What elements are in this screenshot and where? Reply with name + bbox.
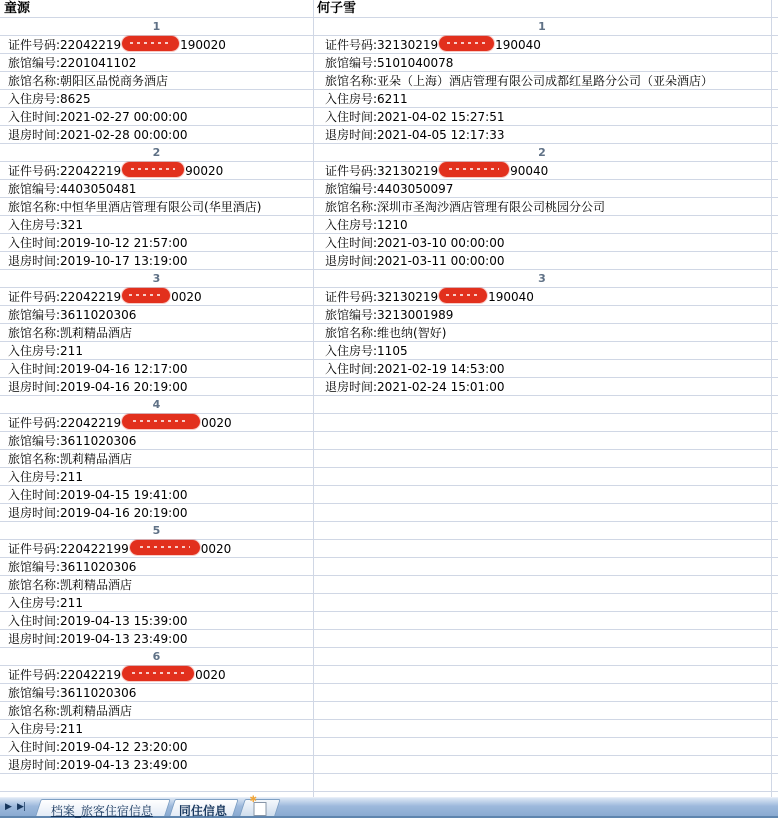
cell-checkout-time[interactable]	[0, 378, 313, 396]
cell-id-number[interactable]	[0, 540, 313, 558]
field-label: 旅馆名称:	[8, 326, 61, 340]
record-number[interactable]: 1	[538, 20, 546, 33]
cell-id-number[interactable]	[313, 36, 771, 54]
person-name-cell[interactable]: 童源	[4, 1, 31, 16]
field-label: 旅馆编号:	[325, 56, 378, 70]
record-number[interactable]: 1	[152, 20, 161, 33]
cell-room-number[interactable]	[0, 90, 313, 108]
field-label: 旅馆名称:	[8, 578, 61, 592]
field-label: 退房时间:	[8, 632, 61, 646]
cell-checkout-time[interactable]	[0, 756, 313, 774]
field-label: 入住时间:	[8, 236, 61, 250]
stay-record	[0, 144, 313, 270]
record-number[interactable]: 3	[538, 272, 546, 285]
field-value: 8625	[60, 92, 91, 106]
field-value: 321	[60, 218, 83, 232]
field-value: 3611020306	[60, 560, 137, 574]
id-suffix: 0020	[200, 542, 232, 556]
tab-cohabitation-info[interactable]	[169, 799, 239, 816]
cell-id-number[interactable]	[0, 288, 313, 306]
cell-checkin-time[interactable]	[0, 234, 313, 252]
id-prefix: 22042219	[60, 164, 122, 178]
field-value: 2019-04-16 12:17:00	[60, 362, 188, 376]
cell-checkout-time[interactable]	[0, 126, 313, 144]
right-person-column	[313, 0, 771, 797]
field-label: 旅馆编号:	[8, 560, 61, 574]
field-label: 旅馆名称:	[8, 200, 61, 214]
redaction-mark	[122, 288, 170, 303]
field-value: 211	[60, 596, 83, 610]
stay-record	[313, 18, 771, 144]
field-value: 2201041102	[60, 56, 137, 70]
redaction-mark	[130, 540, 200, 555]
cell-checkin-time[interactable]	[0, 108, 313, 126]
field-label: 入住时间:	[325, 110, 378, 124]
cell-checkin-time[interactable]	[313, 360, 771, 378]
id-prefix: 22042219	[60, 290, 122, 304]
redaction-mark	[122, 162, 184, 177]
cell-checkout-time[interactable]	[0, 504, 313, 522]
redaction-mark	[122, 666, 194, 681]
cell-checkin-time[interactable]	[0, 486, 313, 504]
id-suffix: 0020	[171, 290, 202, 304]
field-value: 4403050481	[60, 182, 137, 196]
field-value: 中恒华里酒店管理有限公司(华里酒店)	[60, 200, 262, 214]
cell-id-number[interactable]	[0, 36, 313, 54]
column-gridline	[771, 0, 772, 797]
field-label: 证件号码:	[325, 38, 378, 52]
field-label: 退房时间:	[8, 758, 61, 772]
field-label: 退房时间:	[325, 254, 378, 268]
field-value: 2019-04-16 20:19:00	[60, 506, 188, 520]
field-label: 旅馆编号:	[325, 182, 378, 196]
field-value: 4403050097	[377, 182, 454, 196]
cell-hotel-name[interactable]	[0, 576, 313, 594]
star-icon: ✱	[249, 795, 257, 805]
cell-checkin-time[interactable]	[0, 612, 313, 630]
record-number[interactable]: 6	[152, 650, 161, 663]
field-label: 入住时间:	[325, 236, 378, 250]
field-label: 旅馆名称:	[8, 74, 61, 88]
field-value: 2019-10-17 13:19:00	[60, 254, 188, 268]
id-suffix: 190040	[495, 38, 541, 52]
id-suffix: 0020	[201, 416, 232, 430]
cell-hotel-name[interactable]	[313, 72, 771, 90]
field-value: 深圳市圣淘沙酒店管理有限公司桃园分公司	[377, 200, 606, 214]
cell-id-number[interactable]	[0, 414, 313, 432]
cell-hotel-code[interactable]	[313, 54, 771, 72]
cell-id-number[interactable]	[313, 288, 771, 306]
cell-room-number[interactable]	[313, 90, 771, 108]
cell-id-number[interactable]	[0, 162, 313, 180]
cell-hotel-code[interactable]	[313, 180, 771, 198]
redaction-mark	[439, 288, 487, 303]
cell-room-number[interactable]	[0, 594, 313, 612]
field-value: 211	[60, 344, 83, 358]
next-sheet-arrow-icon[interactable]: ▶	[5, 802, 12, 812]
field-label: 证件号码:	[8, 164, 61, 178]
cell-room-number[interactable]	[0, 720, 313, 738]
cell-hotel-code[interactable]	[0, 432, 313, 450]
id-prefix: 22042219	[60, 416, 122, 430]
tab-label: 同住信息	[178, 804, 227, 818]
cell-id-number[interactable]	[313, 162, 771, 180]
field-label: 证件号码:	[325, 290, 378, 304]
id-suffix: 90020	[185, 164, 224, 178]
field-value: 3611020306	[60, 308, 137, 322]
field-label: 入住时间:	[8, 488, 61, 502]
cell-hotel-code[interactable]	[0, 180, 313, 198]
field-label: 旅馆编号:	[8, 434, 61, 448]
cell-hotel-code[interactable]	[313, 306, 771, 324]
field-label: 旅馆编号:	[325, 308, 378, 322]
field-value: 6211	[377, 92, 408, 106]
cell-checkout-time[interactable]	[313, 126, 771, 144]
id-prefix: 32130219	[377, 290, 439, 304]
cell-hotel-code[interactable]	[0, 558, 313, 576]
field-value: 2021-02-19 14:53:00	[377, 362, 505, 376]
record-number[interactable]: 4	[152, 398, 161, 411]
field-label: 证件号码:	[8, 416, 61, 430]
person-name-cell[interactable]: 何子雪	[317, 1, 357, 16]
field-value: 5101040078	[377, 56, 454, 70]
redaction-mark	[122, 36, 179, 51]
field-value: 3611020306	[60, 686, 137, 700]
id-prefix: 22042219	[60, 38, 122, 52]
cell-checkout-time[interactable]	[0, 630, 313, 648]
tab-archive-guest-stay-info[interactable]	[35, 799, 171, 816]
field-label: 入住房号:	[8, 596, 61, 610]
cell-room-number[interactable]	[0, 468, 313, 486]
id-prefix: 32130219	[377, 164, 439, 178]
field-label: 旅馆名称:	[8, 704, 61, 718]
cell-id-number[interactable]	[0, 666, 313, 684]
id-prefix: 32130219	[377, 38, 439, 52]
field-value: 凯莉精品酒店	[60, 578, 133, 592]
field-label: 证件号码:	[8, 290, 61, 304]
record-number[interactable]: 5	[152, 524, 161, 537]
field-value: 凯莉精品酒店	[60, 326, 133, 340]
cell-checkin-time[interactable]	[313, 234, 771, 252]
id-prefix: 220422199	[60, 542, 129, 556]
id-suffix: 190020	[180, 38, 226, 52]
field-value: 2021-03-11 00:00:00	[377, 254, 505, 268]
cell-hotel-code[interactable]	[0, 306, 313, 324]
cell-checkin-time[interactable]	[0, 360, 313, 378]
record-number[interactable]: 2	[538, 146, 546, 159]
field-value: 2019-10-12 21:57:00	[60, 236, 188, 250]
field-label: 入住时间:	[325, 362, 378, 376]
field-label: 旅馆编号:	[8, 308, 61, 322]
tab-label: 档案_旅客住宿信息	[50, 804, 153, 818]
cell-hotel-code[interactable]	[0, 684, 313, 702]
field-value: 朝阳区品悦商务酒店	[60, 74, 169, 88]
field-label: 旅馆编号:	[8, 686, 61, 700]
cell-room-number[interactable]	[0, 216, 313, 234]
field-value: 凯莉精品酒店	[60, 452, 133, 466]
cell-hotel-name[interactable]	[0, 702, 313, 720]
field-value: 2021-04-02 15:27:51	[377, 110, 505, 124]
sheet-tab-bar	[0, 797, 778, 818]
stay-record	[0, 18, 313, 144]
field-label: 入住房号:	[325, 218, 378, 232]
field-label: 入住房号:	[8, 218, 61, 232]
cell-hotel-name[interactable]	[0, 324, 313, 342]
field-label: 旅馆名称:	[325, 200, 378, 214]
id-prefix: 22042219	[60, 668, 122, 682]
cell-hotel-name[interactable]	[0, 198, 313, 216]
field-value: 1210	[377, 218, 408, 232]
field-label: 入住时间:	[8, 614, 61, 628]
field-value: 2019-04-13 23:49:00	[60, 632, 188, 646]
field-label: 旅馆编号:	[8, 56, 61, 70]
stay-record	[0, 270, 313, 396]
field-label: 入住时间:	[8, 110, 61, 124]
field-value: 211	[60, 470, 83, 484]
cell-room-number[interactable]	[313, 342, 771, 360]
field-value: 3213001989	[377, 308, 454, 322]
new-sheet-icon	[249, 795, 266, 816]
id-suffix: 0020	[195, 668, 226, 682]
field-label: 入住房号:	[325, 344, 378, 358]
cell-hotel-name[interactable]	[313, 198, 771, 216]
redaction-mark	[439, 36, 494, 51]
field-value: 2021-02-27 00:00:00	[60, 110, 188, 124]
cell-checkout-time[interactable]	[0, 252, 313, 270]
field-value: 2019-04-16 20:19:00	[60, 380, 188, 394]
field-value: 2019-04-12 23:20:00	[60, 740, 188, 754]
field-label: 入住房号:	[8, 92, 61, 106]
cell-checkout-time[interactable]	[313, 252, 771, 270]
field-label: 退房时间:	[8, 506, 61, 520]
insert-worksheet-button[interactable]	[239, 795, 281, 816]
id-suffix: 90040	[510, 164, 549, 178]
field-label: 入住时间:	[8, 740, 61, 754]
redaction-mark	[439, 162, 509, 177]
field-label: 入住房号:	[325, 92, 378, 106]
field-value: 2019-04-13 15:39:00	[60, 614, 188, 628]
cell-room-number[interactable]	[313, 216, 771, 234]
field-label: 旅馆名称:	[325, 326, 378, 340]
stay-record	[0, 522, 313, 648]
stay-record	[313, 144, 771, 270]
field-value: 1105	[377, 344, 408, 358]
field-label: 入住房号:	[8, 344, 61, 358]
field-label: 证件号码:	[8, 668, 61, 682]
cell-checkout-time[interactable]	[313, 378, 771, 396]
field-value: 2021-03-10 00:00:00	[377, 236, 505, 250]
record-number[interactable]: 2	[152, 146, 161, 159]
cell-hotel-code[interactable]	[0, 54, 313, 72]
field-value: 3611020306	[60, 434, 137, 448]
field-label: 入住房号:	[8, 470, 61, 484]
field-value: 维也纳(智好)	[377, 326, 447, 340]
field-value: 2019-04-15 19:41:00	[60, 488, 188, 502]
cell-hotel-name[interactable]	[0, 450, 313, 468]
field-value: 凯莉精品酒店	[60, 704, 133, 718]
field-label: 证件号码:	[8, 542, 61, 556]
redaction-mark	[122, 414, 200, 429]
stay-record	[0, 648, 313, 774]
stay-record	[0, 396, 313, 522]
field-value: 2021-02-28 00:00:00	[60, 128, 188, 142]
field-label: 退房时间:	[8, 128, 61, 142]
field-value: 亚朵（上海）酒店管理有限公司成都红星路分公司（亚朵酒店）	[377, 74, 714, 88]
field-value: 211	[60, 722, 83, 736]
field-value: 2021-02-24 15:01:00	[377, 380, 505, 394]
field-value: 2021-04-05 12:17:33	[377, 128, 505, 142]
field-label: 退房时间:	[325, 128, 378, 142]
cell-hotel-name[interactable]	[0, 72, 313, 90]
last-sheet-arrow-icon[interactable]: ▶|	[17, 802, 25, 812]
cell-room-number[interactable]	[0, 342, 313, 360]
id-suffix: 190040	[488, 290, 534, 304]
field-value: 2019-04-13 23:49:00	[60, 758, 188, 772]
stay-record	[313, 270, 771, 396]
record-number[interactable]: 3	[152, 272, 161, 285]
field-label: 入住房号:	[8, 722, 61, 736]
field-label: 退房时间:	[8, 254, 61, 268]
cell-checkin-time[interactable]	[313, 108, 771, 126]
cell-hotel-name[interactable]	[313, 324, 771, 342]
left-person-column	[0, 0, 313, 797]
field-label: 旅馆名称:	[325, 74, 378, 88]
cell-checkin-time[interactable]	[0, 738, 313, 756]
field-label: 入住时间:	[8, 362, 61, 376]
field-label: 证件号码:	[325, 164, 378, 178]
field-label: 退房时间:	[8, 380, 61, 394]
field-label: 证件号码:	[8, 38, 61, 52]
field-label: 旅馆编号:	[8, 182, 61, 196]
field-label: 退房时间:	[325, 380, 378, 394]
field-label: 旅馆名称:	[8, 452, 61, 466]
